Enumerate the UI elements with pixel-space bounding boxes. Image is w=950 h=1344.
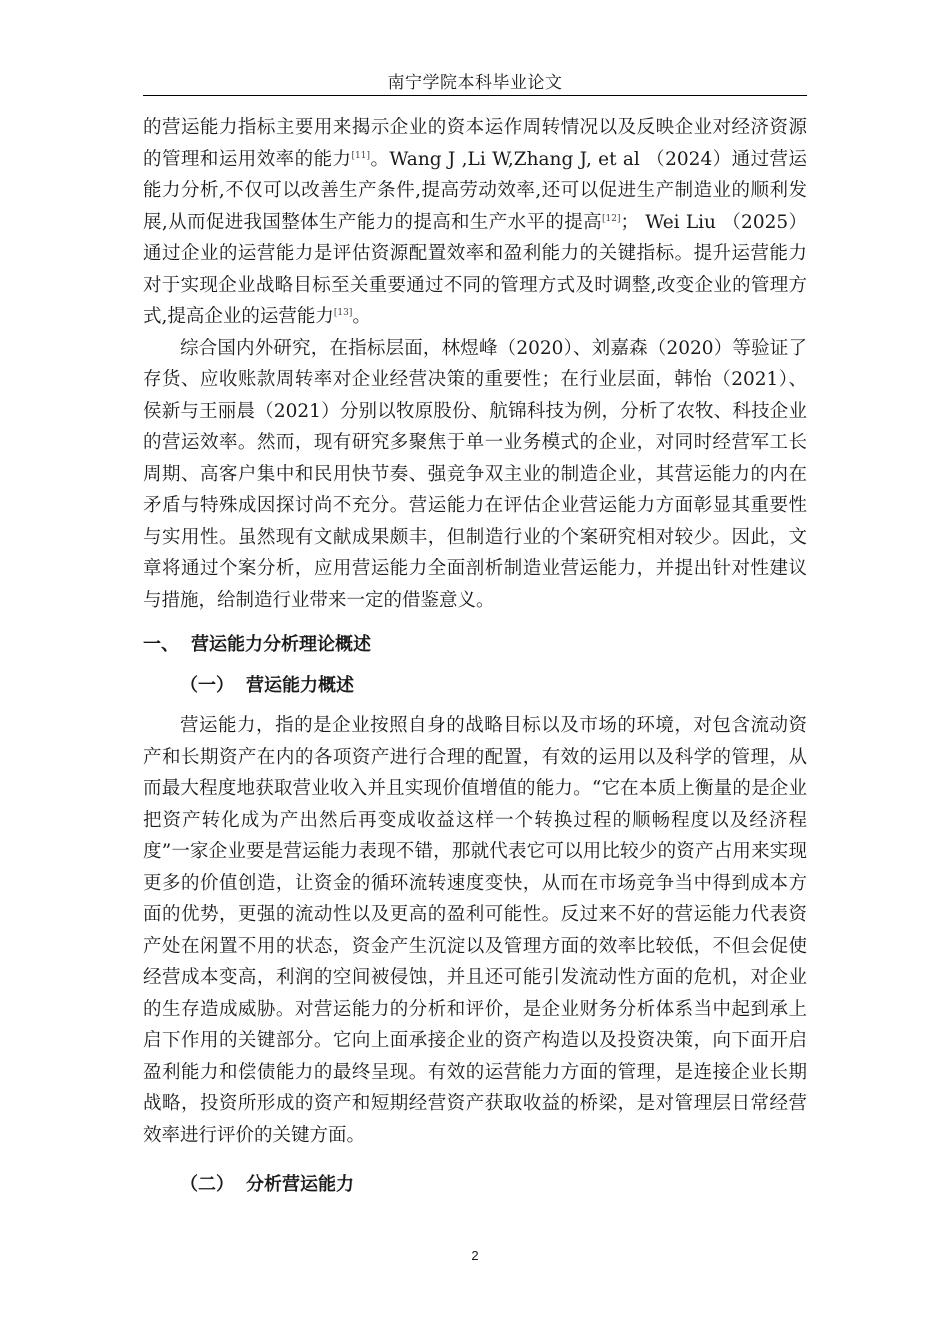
subsection-title: 分析营运能力 (246, 1174, 354, 1195)
body-text (143, 112, 807, 1201)
section-heading (143, 629, 807, 661)
subsection-heading (143, 670, 807, 702)
paragraph-literature-review (143, 112, 807, 333)
paragraph-operating-capability: 营运能力，指的是企业按照自身的战略目标以及市场的环境，对包含流动资产和长期资产在内的各项资产进行合理的配置，有效的运用以及科学的管理，从而最大程度地获取营业收入并且实现价值增值的能力。“它在本质上衡量的是企业把资产转化成为产出然后再变成收益这样一个转换过程的顺畅程度以及经济程度”一家企业要是营运能力表现不错，那就代表它可以用比较少的资产占用来实现更多的价值创造，让资金的循环流转速度变快，从而在市场竞争当中得到成本方面的优势，更强的流动性以及更高的盈利可能性。反过来不好的营运能力代表资产处在闲置不用的状态，资金产生沉淀以及管理方面的效率比较低，不但会促使经营成本变高，利润的空间被侵蚀，并且还可能引发流动性方面的危机，对企业的生存造成威胁。对营运能力的分析和评价，是企业财务分析体系当中起到承上启下作用的关键部分。它向上面承接企业的资产构造以及投资决策，向下面开启盈利能力和偿债能力的最终呈现。有效的运营能力方面的管理，是连接企业长期战略，投资所形成的资产和短期经营资产获取收益的桥梁，是对管理层日常经营效率进行评价的关键方面。 (143, 715, 807, 1146)
citation-marker: [13] (333, 308, 353, 318)
paragraph-text: 。Wang J ,Li W,Zhang J, et al （2024）通过营运能力分析,不仅可以改善生产条件,提高劳动效率,还可以促进生产制造业的顺利发展,从而促进我国整体生产能力的提高和生产水平的提高 (143, 148, 807, 233)
section-title: 营运能力分析理论概述 (191, 634, 371, 655)
section-number: 一、 (143, 634, 179, 655)
subsection-number: （一） (180, 674, 234, 696)
citation-marker: [11] (351, 150, 370, 161)
subsection-title: 营运能力概述 (246, 674, 354, 696)
paragraph-text: ； Wei Liu （2025）通过企业的运营能力是评估资源配置效率和盈利能力的关键指标。提升运营能力对于实现企业战略目标至关重要通过不同的管理方式及时调整,改变企业的管理方式,提高企业的运营能力 (143, 211, 807, 327)
subsection-heading (143, 1169, 807, 1201)
running-header: 南宁学院本科毕业论文 (387, 73, 563, 93)
paragraph-summary: 综合国内外研究，在指标层面，林煜峰（2020）、刘嘉森（2020）等验证了存货、应收账款周转率对企业经营决策的重要性；在行业层面，韩怡（2021）、侯新与王丽晨（2021）分别以牧原股份、航锦科技为例，分析了农牧、科技企业的营运效率。然而，现有研究多聚焦于单一业务模式的企业，对同时经营军工长周期、高客户集中和民用快节奏、强竞争双主业的制造企业，其营运能力的内在矛盾与特殊成因探讨尚不充分。营运能力在评估企业营运能力方面彰显其重要性与实用性。虽然现有文献成果颇丰，但制造行业的个案研究相对较少。因此，文章将通过个案分析，应用营运能力全面剖析制造业营运能力，并提出针对性建议与措施，给制造行业带来一定的借鉴意义。 (143, 337, 807, 611)
header-rule (143, 95, 807, 96)
page-number: 2 (471, 1248, 479, 1263)
subsection-number: （二） (180, 1174, 234, 1195)
paragraph-text: 。 (352, 306, 371, 327)
citation-marker: [12] (601, 213, 621, 224)
paragraph-text: 的营运能力指标主要用来揭示企业的资本运作周转情况以及反映企业对经济资源的管理和运用效率的能力 (143, 117, 807, 170)
